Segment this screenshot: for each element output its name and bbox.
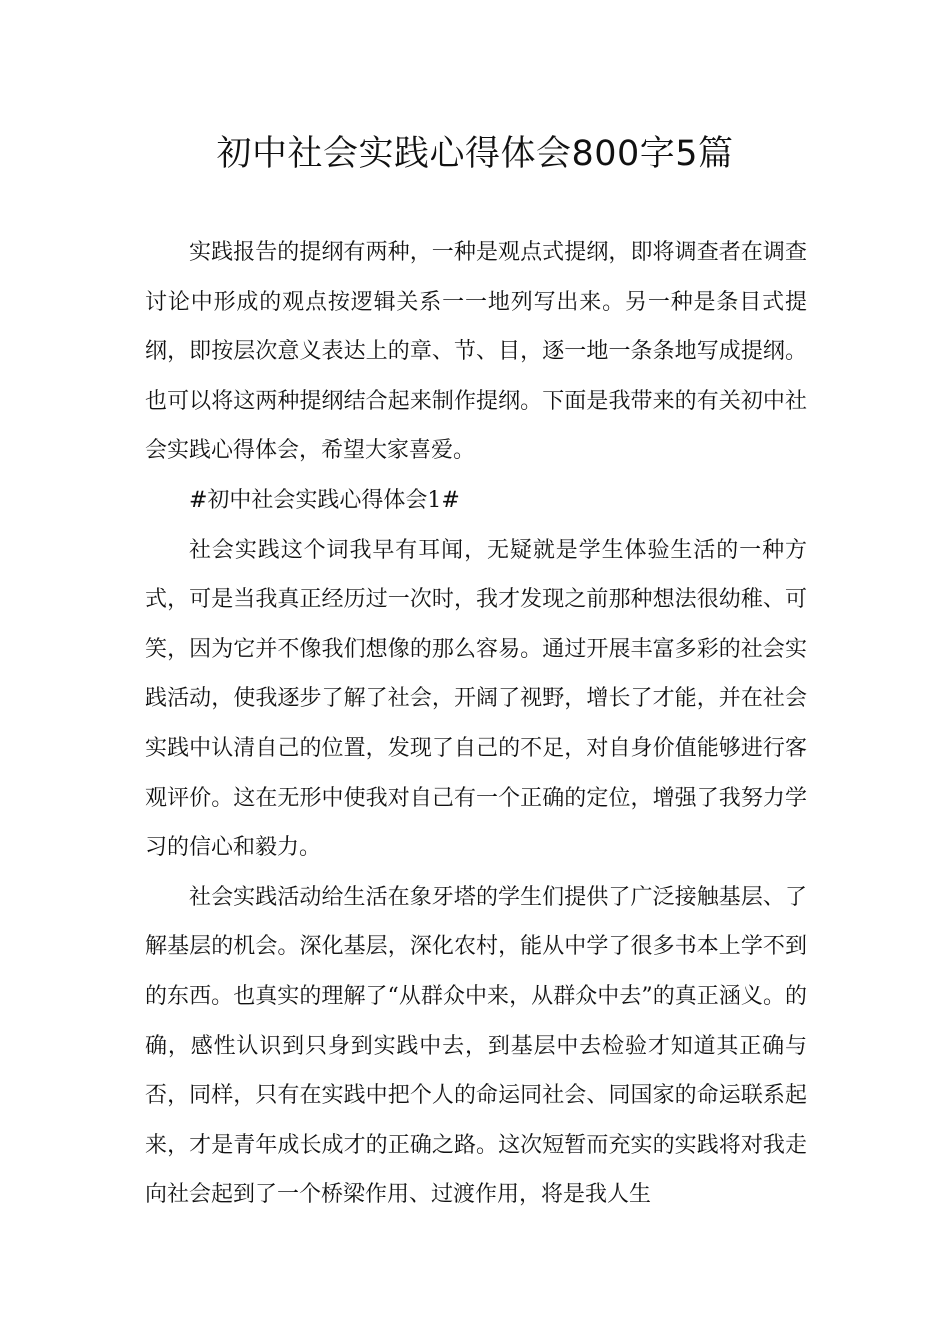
section-heading: #初中社会实践心得体会1# bbox=[189, 487, 460, 513]
body-paragraph: 社会实践活动给生活在象牙塔的学生们提供了广泛接触基层、了解基层的机会。深化基层，深化农村，能从中学了很多书本上学不到的东西。也真实的理解了“从群众中来，从群众中去”的真正涵义。的确，感性认识到只身到实践中去，到基层中去检验才知道其正确与否，同样，只有在实践中把个人的命运同社会、同国家的命运联系起来，才是青年成长成才的正确之路。这次短暂而充实的实践将对我走向社会起到了一个桥梁作用、过渡作用，将是我人生 bbox=[145, 884, 807, 1208]
body-paragraph: 社会实践这个词我早有耳闻，无疑就是学生体验生活的一种方式，可是当我真正经历过一次时，我才发现之前那种想法很幼稚、可笑，因为它并不像我们想像的那么容易。通过开展丰富多彩的社会实践活动，使我逐步了解了社会，开阔了视野，增长了才能，并在社会实践中认清自己的位置，发现了自己的不足，对自身价值能够进行客观评价。这在无形中使我对自己有一个正确的定位，增强了我努力学习的信心和毅力。 bbox=[145, 537, 807, 861]
document-title: 初中社会实践心得体会800字5篇 bbox=[216, 134, 734, 174]
intro-paragraph: 实践报告的提纲有两种，一种是观点式提纲，即将调查者在调查讨论中形成的观点按逻辑关系一一地列写出来。另一种是条目式提纲，即按层次意义表达上的章、节、目，逐一地一条条地写成提纲。也可以将这两种提纲结合起来制作提纲。下面是我带来的有关初中社会实践心得体会，希望大家喜爱。 bbox=[145, 240, 807, 464]
document-body bbox=[145, 228, 807, 1220]
